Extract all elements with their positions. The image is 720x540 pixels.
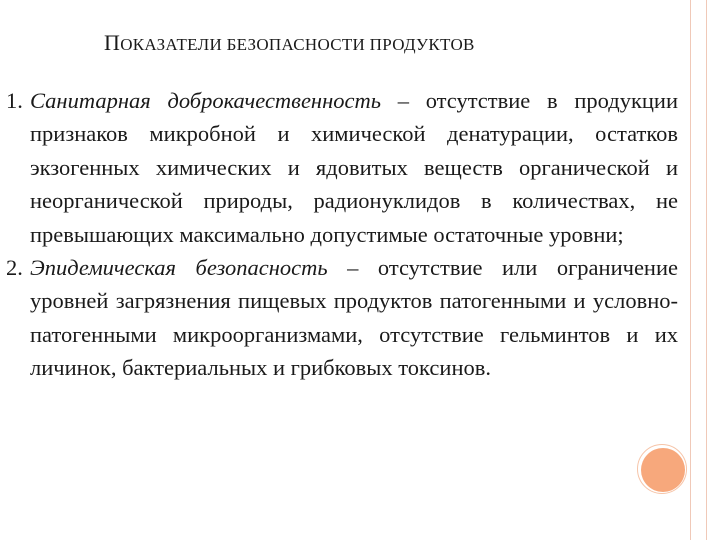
list-item — [6, 251, 678, 385]
decorative-circle — [641, 448, 685, 492]
item-number: 2. — [6, 255, 23, 281]
frame-line-left — [690, 0, 691, 540]
title-rest: ОКАЗАТЕЛИ БЕЗОПАСНОСТИ ПРОДУКТОВ — [120, 35, 475, 54]
item-text: – отсутствие в продукции признаков микробной и химической денатурации, остатков экзогенных химических и ядовитых веществ органической и неорганической природы, радионуклидов в количествах, не превышающих максимально допустимые остаточные уровни; — [30, 88, 678, 247]
content-list — [6, 84, 678, 385]
frame-line-right — [706, 0, 707, 540]
item-text: – отсутствие или ограничение уровней загрязнения пищевых продуктов патогенными и условно-патогенными микроорганизмами, отсутствие гельминтов и их личинок, бактериальных и грибковых токсинов. — [30, 255, 678, 381]
list-item — [6, 84, 678, 251]
item-term: Эпидемическая безопасность — [30, 255, 328, 281]
item-term: Санитарная доброкачественность — [30, 88, 381, 113]
title-first-letter: П — [104, 30, 121, 55]
page-title — [104, 30, 664, 56]
item-number: 1. — [6, 88, 23, 113]
